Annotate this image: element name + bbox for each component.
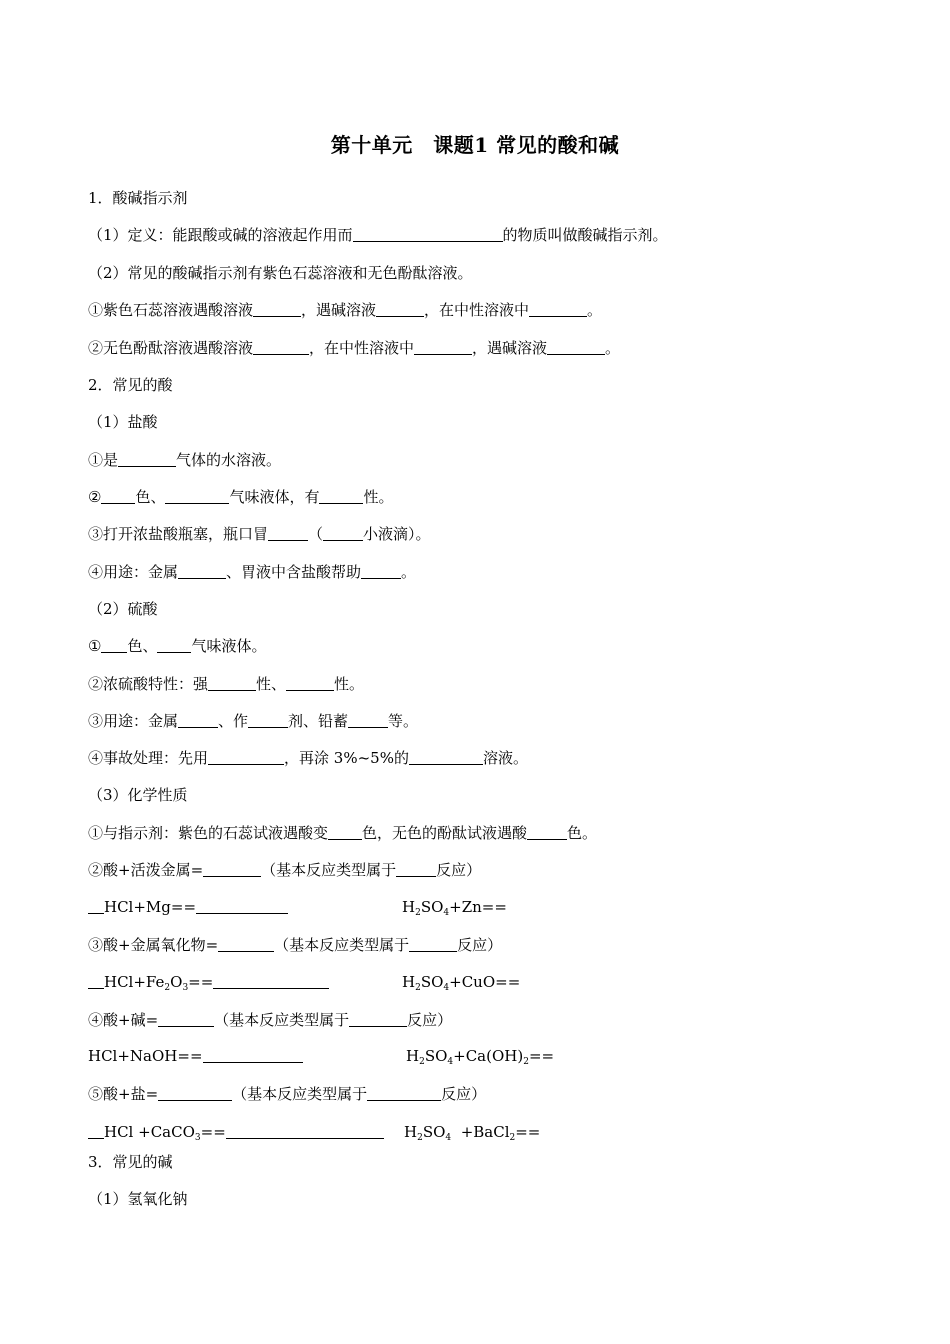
text: ② <box>88 488 102 506</box>
text: （1）盐酸 <box>88 413 158 431</box>
fill-blank[interactable] <box>208 676 256 691</box>
text: SO <box>424 1047 448 1065</box>
fill-blank[interactable] <box>165 489 229 504</box>
subscript: 3 <box>194 1133 201 1143</box>
fill-blank[interactable] <box>203 862 261 877</box>
fill-blank[interactable] <box>409 937 457 952</box>
fill-blank[interactable] <box>547 340 605 355</box>
fill-blank[interactable] <box>319 489 363 504</box>
fill-blank[interactable] <box>208 750 284 765</box>
text: ①与指示剂：紫色的石蕊试液遇酸变 <box>88 824 329 842</box>
text: （基本反应类型属于 <box>232 1085 368 1103</box>
common-indicators-line <box>88 263 473 283</box>
text: 色。 <box>567 824 598 842</box>
fill-blank[interactable] <box>203 1048 303 1063</box>
section-heading <box>88 1152 173 1172</box>
subheading-naoh <box>88 1189 188 1209</box>
text: H <box>406 1047 420 1065</box>
text: 气味液体，有 <box>229 488 320 506</box>
text: ②无色酚酞溶液遇酸溶液 <box>88 339 254 357</box>
fill-blank[interactable] <box>253 340 309 355</box>
text: 、作 <box>218 712 249 730</box>
hcl-line-2 <box>88 487 394 507</box>
text: H <box>402 973 416 991</box>
fill-blank[interactable] <box>213 974 329 989</box>
text: ③打开浓盐酸瓶塞，瓶口冒 <box>88 525 269 543</box>
text: 。 <box>605 339 621 357</box>
text: SO <box>422 1123 446 1141</box>
text: 反应） <box>436 861 482 879</box>
chem-line-3 <box>88 935 502 955</box>
subscript: 4 <box>443 983 450 993</box>
fill-blank[interactable] <box>376 302 424 317</box>
text: （基本反应类型属于 <box>274 936 410 954</box>
text: 气体的水溶液。 <box>176 451 282 469</box>
fill-blank[interactable] <box>158 1012 214 1027</box>
text: （基本反应类型属于 <box>214 1011 350 1029</box>
text: 反应） <box>441 1085 487 1103</box>
fill-blank[interactable] <box>218 937 274 952</box>
equation-right-4 <box>404 1122 540 1148</box>
text: ②浓硫酸特性：强 <box>88 675 209 693</box>
text: 色、 <box>135 488 166 506</box>
subscript: 4 <box>443 908 450 918</box>
text: HCl +CaCO <box>104 1123 195 1141</box>
text: 性。 <box>363 488 394 506</box>
text: （2）硫酸 <box>88 600 158 618</box>
fill-blank[interactable] <box>414 340 472 355</box>
equation-line-3 <box>88 1046 303 1066</box>
subscript: 2 <box>415 983 421 993</box>
equation-line-4 <box>88 1122 384 1148</box>
page-title: 第十单元 课题1 常见的酸和碱 <box>330 133 620 157</box>
text: 、胃液中含盐酸帮助 <box>226 563 362 581</box>
fill-blank[interactable] <box>158 1086 232 1101</box>
text: 等。 <box>388 712 419 730</box>
text: == <box>528 1047 555 1065</box>
text: ②酸+活泼金属= <box>88 861 204 879</box>
text: ③用途：金属 <box>88 712 179 730</box>
fill-blank[interactable] <box>396 862 436 877</box>
fill-blank[interactable] <box>253 302 301 317</box>
fill-blank[interactable] <box>527 825 567 840</box>
fill-blank[interactable] <box>101 638 127 653</box>
subscript: 2 <box>417 1133 423 1143</box>
subscript: 3 <box>182 983 189 993</box>
fill-blank[interactable] <box>328 825 362 840</box>
chem-line-1 <box>88 823 597 843</box>
text: ④酸+碱= <box>88 1011 159 1029</box>
equation-line-1 <box>88 897 288 917</box>
fill-blank[interactable] <box>409 750 483 765</box>
text: SO <box>420 898 444 916</box>
chem-line-5 <box>88 1084 486 1104</box>
text: HCl+Fe <box>104 973 165 991</box>
hcl-line-1 <box>88 450 281 470</box>
fill-blank[interactable] <box>88 899 104 914</box>
fill-blank[interactable] <box>178 564 226 579</box>
equation: HCl+NaOH== <box>88 1047 203 1065</box>
text: ④事故处理：先用 <box>88 749 209 767</box>
subscript: 2 <box>509 1133 516 1143</box>
fill-blank[interactable] <box>286 676 334 691</box>
litmus-line <box>88 300 602 320</box>
fill-blank[interactable] <box>196 899 288 914</box>
text: H <box>404 1123 418 1141</box>
fill-blank[interactable] <box>367 1086 441 1101</box>
text: 反应） <box>457 936 503 954</box>
fill-blank[interactable] <box>348 713 388 728</box>
text: ①紫色石蕊溶液遇酸溶液 <box>88 301 254 319</box>
text: 溶液。 <box>482 749 528 767</box>
equation: HCl+Mg== <box>104 898 197 916</box>
text: 性。 <box>334 675 365 693</box>
text: == <box>200 1123 226 1141</box>
equation-right-2 <box>402 972 520 998</box>
phenolphthalein-line <box>88 338 620 358</box>
text: SO <box>420 973 444 991</box>
text: （2）常见的酸碱指示剂有紫色石蕊溶液和无色酚酞溶液。 <box>88 264 473 282</box>
section-heading <box>88 375 173 395</box>
h2so4-line-2 <box>88 674 364 694</box>
text: == <box>188 973 214 991</box>
fill-blank[interactable] <box>323 526 363 541</box>
text: 小液滴）。 <box>363 525 431 543</box>
text: 色，无色的酚酞试液遇酸 <box>362 824 528 842</box>
text: H <box>402 898 416 916</box>
fill-blank[interactable] <box>101 489 135 504</box>
definition-line <box>88 225 668 245</box>
fill-blank[interactable] <box>226 1124 384 1139</box>
heading-text: 1．酸碱指示剂 <box>88 189 188 207</box>
h2so4-line-1 <box>88 636 266 656</box>
text: O <box>170 973 183 991</box>
text: ，在中性溶液中 <box>309 339 415 357</box>
h2so4-line-3 <box>88 711 418 731</box>
equation-right-3 <box>406 1046 554 1072</box>
text: （1）定义：能跟酸或碱的溶液起作用而 <box>88 226 353 244</box>
fill-blank[interactable] <box>248 713 288 728</box>
section-heading <box>88 188 188 208</box>
text: 。 <box>401 563 417 581</box>
chem-line-2 <box>88 860 481 880</box>
fill-blank[interactable] <box>88 1124 104 1139</box>
fill-blank[interactable] <box>88 974 104 989</box>
subscript: 2 <box>523 1057 529 1067</box>
fill-blank[interactable] <box>361 564 401 579</box>
fill-blank[interactable] <box>157 638 191 653</box>
fill-blank[interactable] <box>353 227 503 242</box>
hcl-line-4 <box>88 562 416 582</box>
subscript: 4 <box>445 1133 452 1143</box>
fill-blank[interactable] <box>118 452 176 467</box>
hcl-line-3 <box>88 524 431 544</box>
text: ，再涂 3%~5%的 <box>284 749 409 767</box>
text: 的物质叫做酸碱指示剂。 <box>502 226 668 244</box>
text: ① <box>88 637 102 655</box>
text: ④用途：金属 <box>88 563 179 581</box>
text: （基本反应类型属于 <box>261 861 397 879</box>
equation-right-1 <box>402 897 507 923</box>
text: ，遇碱溶液 <box>472 339 548 357</box>
text: +Zn== <box>449 898 507 916</box>
text: ，遇碱溶液 <box>301 301 377 319</box>
text: == <box>515 1123 541 1141</box>
equation-line-2 <box>88 972 329 998</box>
subheading-h2so4 <box>88 599 158 619</box>
text: （ <box>308 525 324 543</box>
text: ③酸+金属氧化物= <box>88 936 219 954</box>
text: 色、 <box>127 637 158 655</box>
text: ①是 <box>88 451 119 469</box>
text: ⑤酸+盐= <box>88 1085 159 1103</box>
subscript: 2 <box>164 983 171 993</box>
text: ，在中性溶液中 <box>424 301 530 319</box>
heading-text: 2．常见的酸 <box>88 376 173 394</box>
text: 剂、铅蓄 <box>288 712 349 730</box>
chem-line-4 <box>88 1010 452 1030</box>
subscript: 2 <box>415 908 421 918</box>
heading-text: 3．常见的碱 <box>88 1153 173 1171</box>
fill-blank[interactable] <box>349 1012 407 1027</box>
fill-blank[interactable] <box>268 526 308 541</box>
text: 性、 <box>256 675 287 693</box>
fill-blank[interactable] <box>529 302 587 317</box>
subscript: 4 <box>447 1057 454 1067</box>
text: （1）氢氧化钠 <box>88 1190 188 1208</box>
subscript: 2 <box>419 1057 425 1067</box>
text: （3）化学性质 <box>88 786 188 804</box>
text: +Ca(OH) <box>453 1047 524 1065</box>
subheading-hcl <box>88 412 158 432</box>
h2so4-line-4 <box>88 748 528 768</box>
text: 气味液体。 <box>191 637 267 655</box>
text: 。 <box>587 301 603 319</box>
text: +CuO== <box>449 973 521 991</box>
text: 反应） <box>407 1011 453 1029</box>
subheading-chemical <box>88 785 188 805</box>
text: +BaCl <box>460 1123 510 1141</box>
fill-blank[interactable] <box>178 713 218 728</box>
